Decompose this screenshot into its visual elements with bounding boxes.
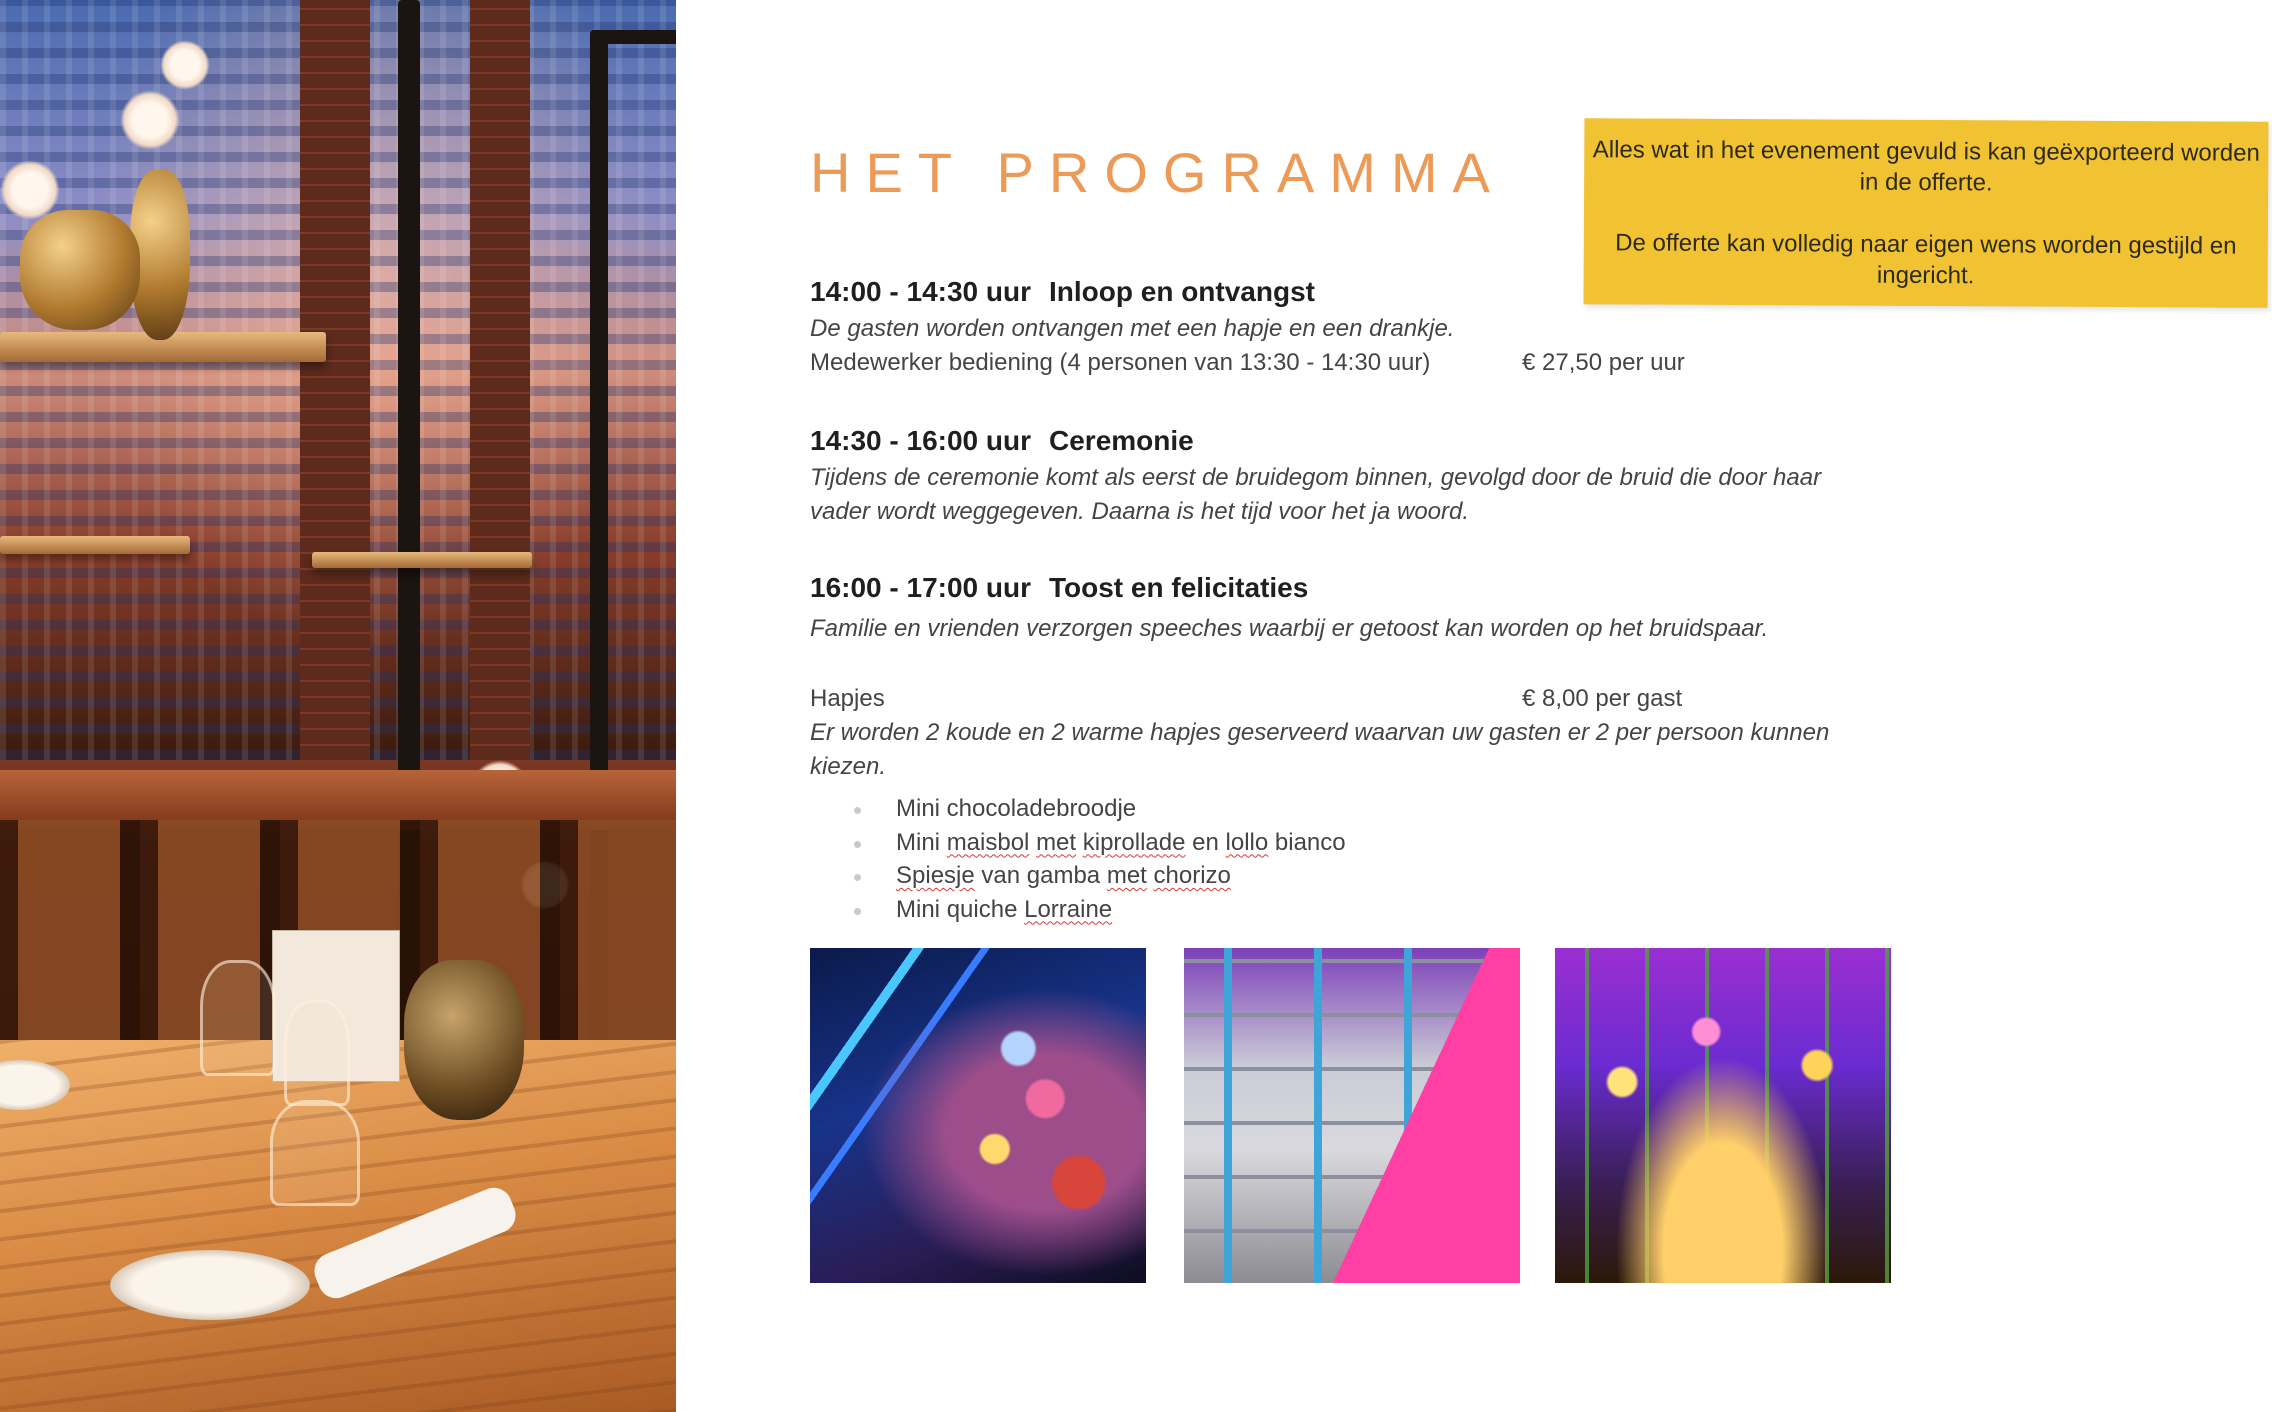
flower [0, 160, 60, 220]
program-time: 14:30 - 16:00 uur [810, 425, 1031, 456]
cost-line [810, 346, 1910, 380]
program-name: Toost en felicitaties [1049, 572, 1309, 603]
restaurant-photo [0, 0, 676, 1412]
list-item [850, 792, 1346, 826]
program-name: Ceremonie [1049, 425, 1194, 456]
note-paragraph: De offerte kan volledig naar eigen wens worden gestijld en ingericht. [1615, 229, 2237, 290]
program-slot-heading [810, 425, 1910, 457]
program-description: De gasten worden ontvangen met een hapje en een drankje. [810, 315, 1455, 342]
list-item [850, 893, 1346, 927]
program-description: Familie en vrienden verzorgen speeches waarbij er getoost kan worden op het bruidspaar. [810, 615, 1769, 642]
industrial-hall-photo [1184, 948, 1520, 1283]
hapjes-section [810, 682, 1910, 784]
wine-glass [284, 1000, 350, 1106]
program-item [810, 572, 1910, 646]
wine-glass [200, 960, 276, 1076]
list-item-text: Mini chocoladebroodje [896, 795, 1137, 822]
list-item-text: Spiesje van gamba met chorizo [896, 862, 1231, 889]
list-item-text: Mini maisbol met kiprollade en lollo bianco [896, 828, 1346, 856]
wooden-shelf [0, 536, 190, 554]
metal-bar [590, 30, 676, 44]
wooden-shelf [312, 552, 532, 568]
flower [160, 40, 210, 90]
cost-line [810, 682, 1910, 716]
program-name: Inloop en ontvangst [1049, 276, 1315, 307]
gold-vase [20, 210, 140, 330]
program-item [810, 276, 1910, 380]
program-slot-heading [810, 276, 1910, 308]
cost-label: Medewerker bediening (4 personen van 13:30 - 14:30 uur) [810, 349, 1431, 376]
brick-column [470, 0, 530, 760]
cost-price: € 27,50 per uur [1522, 349, 1685, 376]
program-time: 14:00 - 14:30 uur [810, 276, 1031, 307]
plate [110, 1250, 310, 1320]
flower [120, 90, 180, 150]
page-title: HET PROGRAMMA [810, 141, 1505, 204]
hapjes-list [850, 792, 1346, 926]
list-item [850, 826, 1346, 860]
list-item [850, 859, 1346, 893]
floral-photo [810, 948, 1146, 1283]
program-item [810, 425, 1910, 529]
hapjes-price: € 8,00 per gast [1522, 685, 1683, 712]
water-glass [270, 1100, 360, 1206]
buffet-photo [1555, 948, 1891, 1283]
brick-column [300, 0, 370, 760]
note-paragraph: Alles wat in het evenement gevuld is kan geëxporteerd worden in de offerte. [1592, 136, 2260, 197]
textured-vase [404, 960, 524, 1120]
hapjes-description: Er worden 2 koude en 2 warme hapjes geserveerd waarvan uw gasten er 2 per persoon kunnen kiezen. [810, 719, 1830, 780]
list-item-text: Mini quiche Lorraine [896, 895, 1113, 923]
hapjes-label: Hapjes [810, 685, 885, 712]
program-description: Tijdens de ceremonie komt als eerst de bruidegom binnen, gevolgd door de bruid die door haar vader wordt weggegeven. Daarna is het tijd voor het ja woord. [810, 464, 1822, 525]
program-time: 16:00 - 17:00 uur [810, 572, 1031, 603]
program-slot-heading [810, 572, 1910, 604]
